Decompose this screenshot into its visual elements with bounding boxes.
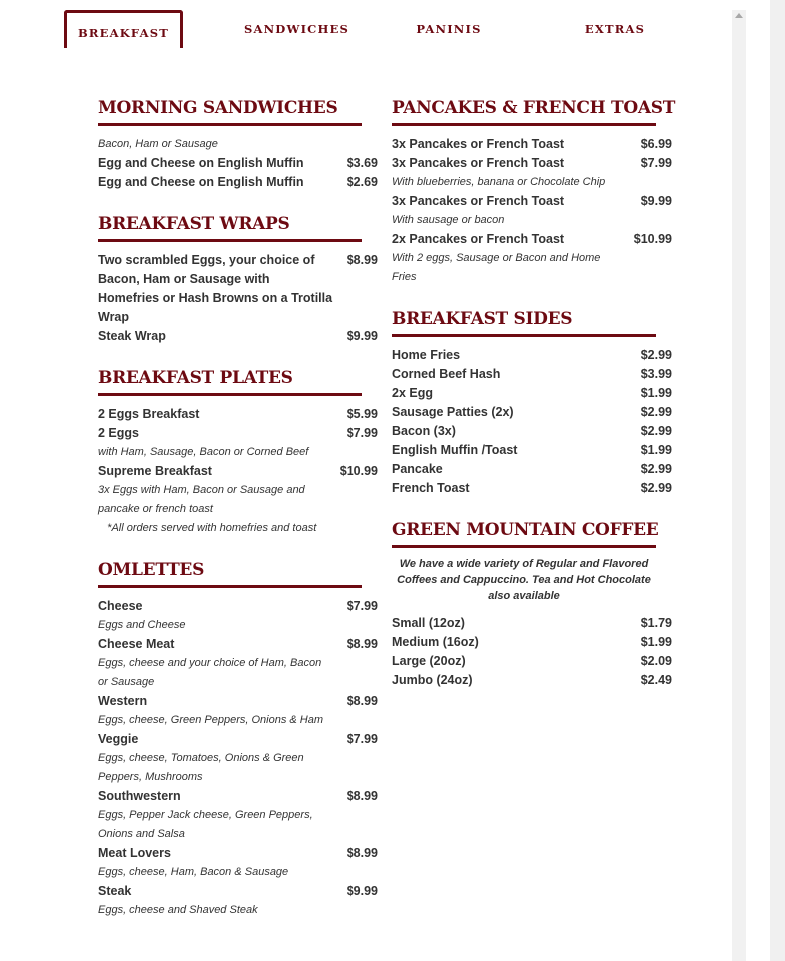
menu-item [392,135,672,154]
item-price: $2.99 [640,348,672,362]
item-name: Cheese [98,599,143,613]
item-price: $9.99 [346,884,378,898]
item-name: Meat Lovers [98,846,171,860]
menu-item [392,346,672,365]
item-description: Eggs, cheese, Tomatoes, Onions & Green Peppers, Mushrooms [98,752,304,783]
item-name: 3x Pancakes or French Toast [392,137,565,151]
item-list [98,597,378,920]
item-price: $2.49 [640,673,672,687]
menu-item [392,441,672,460]
item-price: $3.69 [346,156,378,170]
menu-item [392,192,672,211]
item-list [98,405,378,538]
menu-section [98,559,378,920]
section-title: BREAKFAST WRAPS [98,213,362,242]
item-name: Egg and Cheese on English Muffin [98,156,304,170]
menu-item [98,882,378,901]
scrollbar[interactable] [732,10,746,961]
item-price: $2.99 [640,481,672,495]
section-title: BREAKFAST PLATES [98,367,362,396]
menu-item [392,479,672,498]
item-name: Southwestern [98,789,181,803]
item-price: $8.99 [346,694,378,708]
menu-item [392,384,672,403]
menu-section [392,97,676,287]
item-name: Jumbo (24oz) [392,673,473,687]
menu-item [392,403,672,422]
menu-item [98,405,378,424]
menu-column-right [392,97,676,711]
item-description: Eggs and Cheese [98,619,186,631]
item-list [392,135,672,287]
item-description: Eggs, cheese and your choice of Ham, Bacon or Sausage [98,657,322,688]
item-name: 2 Eggs Breakfast [98,407,200,421]
section-title: MORNING SANDWICHES [98,97,362,126]
item-description: Eggs, cheese, Green Peppers, Onions & Ham [98,714,324,726]
item-description: Eggs, Pepper Jack cheese, Green Peppers, Onions and Salsa [98,809,313,840]
item-description: 3x Eggs with Ham, Bacon or Sausage and pancake or french toast [98,484,305,515]
item-name: French Toast [392,481,470,495]
item-name: Veggie [98,732,139,746]
item-price: $7.99 [346,599,378,613]
section-title: GREEN MOUNTAIN COFFEE [392,519,656,548]
menu-item [392,230,672,249]
item-price: $10.99 [339,464,378,478]
menu-item [98,844,378,863]
item-price: $2.99 [640,424,672,438]
item-name: 2x Egg [392,386,433,400]
scroll-up-arrow-icon[interactable] [735,13,743,18]
menu-item [98,597,378,616]
item-price: $8.99 [346,846,378,860]
item-list [392,614,672,690]
item-name: Bacon (3x) [392,424,456,438]
item-name: Small (12oz) [392,616,465,630]
item-price: $1.99 [640,386,672,400]
item-price: $6.99 [640,137,672,151]
menu-item [392,154,672,173]
item-price: $7.99 [346,426,378,440]
menu-section [392,308,672,498]
item-price: $1.99 [640,443,672,457]
tab-breakfast[interactable]: BREAKFAST [64,10,183,48]
item-name: Sausage Patties (2x) [392,405,514,419]
menu-item [98,154,378,173]
item-name: Medium (16oz) [392,635,479,649]
item-price: $5.99 [346,407,378,421]
item-name: Pancake [392,462,443,476]
menu-item [392,422,672,441]
menu-section [98,367,378,538]
page-scrollbar-track[interactable] [770,0,785,961]
item-description: with Ham, Sausage, Bacon or Corned Beef [98,446,309,458]
item-name: Egg and Cheese on English Muffin [98,175,304,189]
item-name: Home Fries [392,348,461,362]
item-description: Bacon, Ham or Sausage [98,138,218,150]
item-name: Cheese Meat [98,637,175,651]
item-name: English Muffin /Toast [392,443,518,457]
menu-item [392,365,672,384]
section-title: OMLETTES [98,559,362,588]
menu-item [98,327,378,346]
menu-item [98,424,378,443]
item-price: $7.99 [640,156,672,170]
item-description: *All orders served with homefries and toast [98,522,317,534]
item-name: 2 Eggs [98,426,139,440]
menu-item [98,462,378,481]
menu-item [98,730,378,749]
menu-section [98,97,378,192]
item-name: Steak Wrap [98,329,166,343]
item-price: $9.99 [640,194,672,208]
menu-item [98,173,378,192]
section-note: We have a wide variety of Regular and Flavored Coffees and Cappuccino. Tea and Hot Chocolate also available [397,558,651,602]
item-list [98,135,378,192]
item-name: Western [98,694,148,708]
item-price: $2.69 [346,175,378,189]
item-name: Steak [98,884,132,898]
item-price: $7.99 [346,732,378,746]
menu-section [392,519,672,690]
item-price: $1.99 [640,635,672,649]
item-price: $8.99 [346,253,378,267]
item-list [392,346,672,498]
item-description: Eggs, cheese, Ham, Bacon & Sausage [98,866,289,878]
menu-item [98,635,378,654]
item-name: 2x Pancakes or French Toast [392,232,565,246]
menu-item [392,652,672,671]
item-description: With sausage or bacon [392,214,505,226]
item-name: Supreme Breakfast [98,464,212,478]
item-description: With blueberries, banana or Chocolate Chip [392,176,606,188]
item-price: $2.99 [640,405,672,419]
item-name: 3x Pancakes or French Toast [392,156,565,170]
menu-item [392,614,672,633]
tab-sandwiches[interactable]: SANDWICHES [243,22,350,36]
menu-item [98,692,378,711]
item-price: $1.79 [640,616,672,630]
tab-paninis[interactable]: PANINIS [416,22,482,36]
item-price: $10.99 [633,232,672,246]
menu-item [392,460,672,479]
item-name: Corned Beef Hash [392,367,501,381]
item-name: 3x Pancakes or French Toast [392,194,565,208]
section-title: BREAKFAST SIDES [392,308,656,337]
menu-item [392,671,672,690]
item-price: $2.99 [640,462,672,476]
menu-item [98,251,378,327]
item-price: $9.99 [346,329,378,343]
item-description: Eggs, cheese and Shaved Steak [98,904,258,916]
section-title: PANCAKES & FRENCH TOAST [392,97,656,126]
tab-extras[interactable]: EXTRAS [584,22,646,36]
menu-item [392,633,672,652]
item-name: Large (20oz) [392,654,466,668]
item-description: With 2 eggs, Sausage or Bacon and Home Fries [392,252,601,283]
item-price: $2.09 [640,654,672,668]
menu-item [98,787,378,806]
menu-section [98,213,378,346]
item-list [98,251,378,346]
menu-tabs [64,10,724,48]
item-price: $3.99 [640,367,672,381]
menu-column-left [98,97,378,941]
item-price: $8.99 [346,637,378,651]
item-price: $8.99 [346,789,378,803]
item-name: Two scrambled Eggs, your choice of Bacon, Ham or Sausage with Homefries or Hash Browns on a Trotilla Wrap [98,253,333,324]
